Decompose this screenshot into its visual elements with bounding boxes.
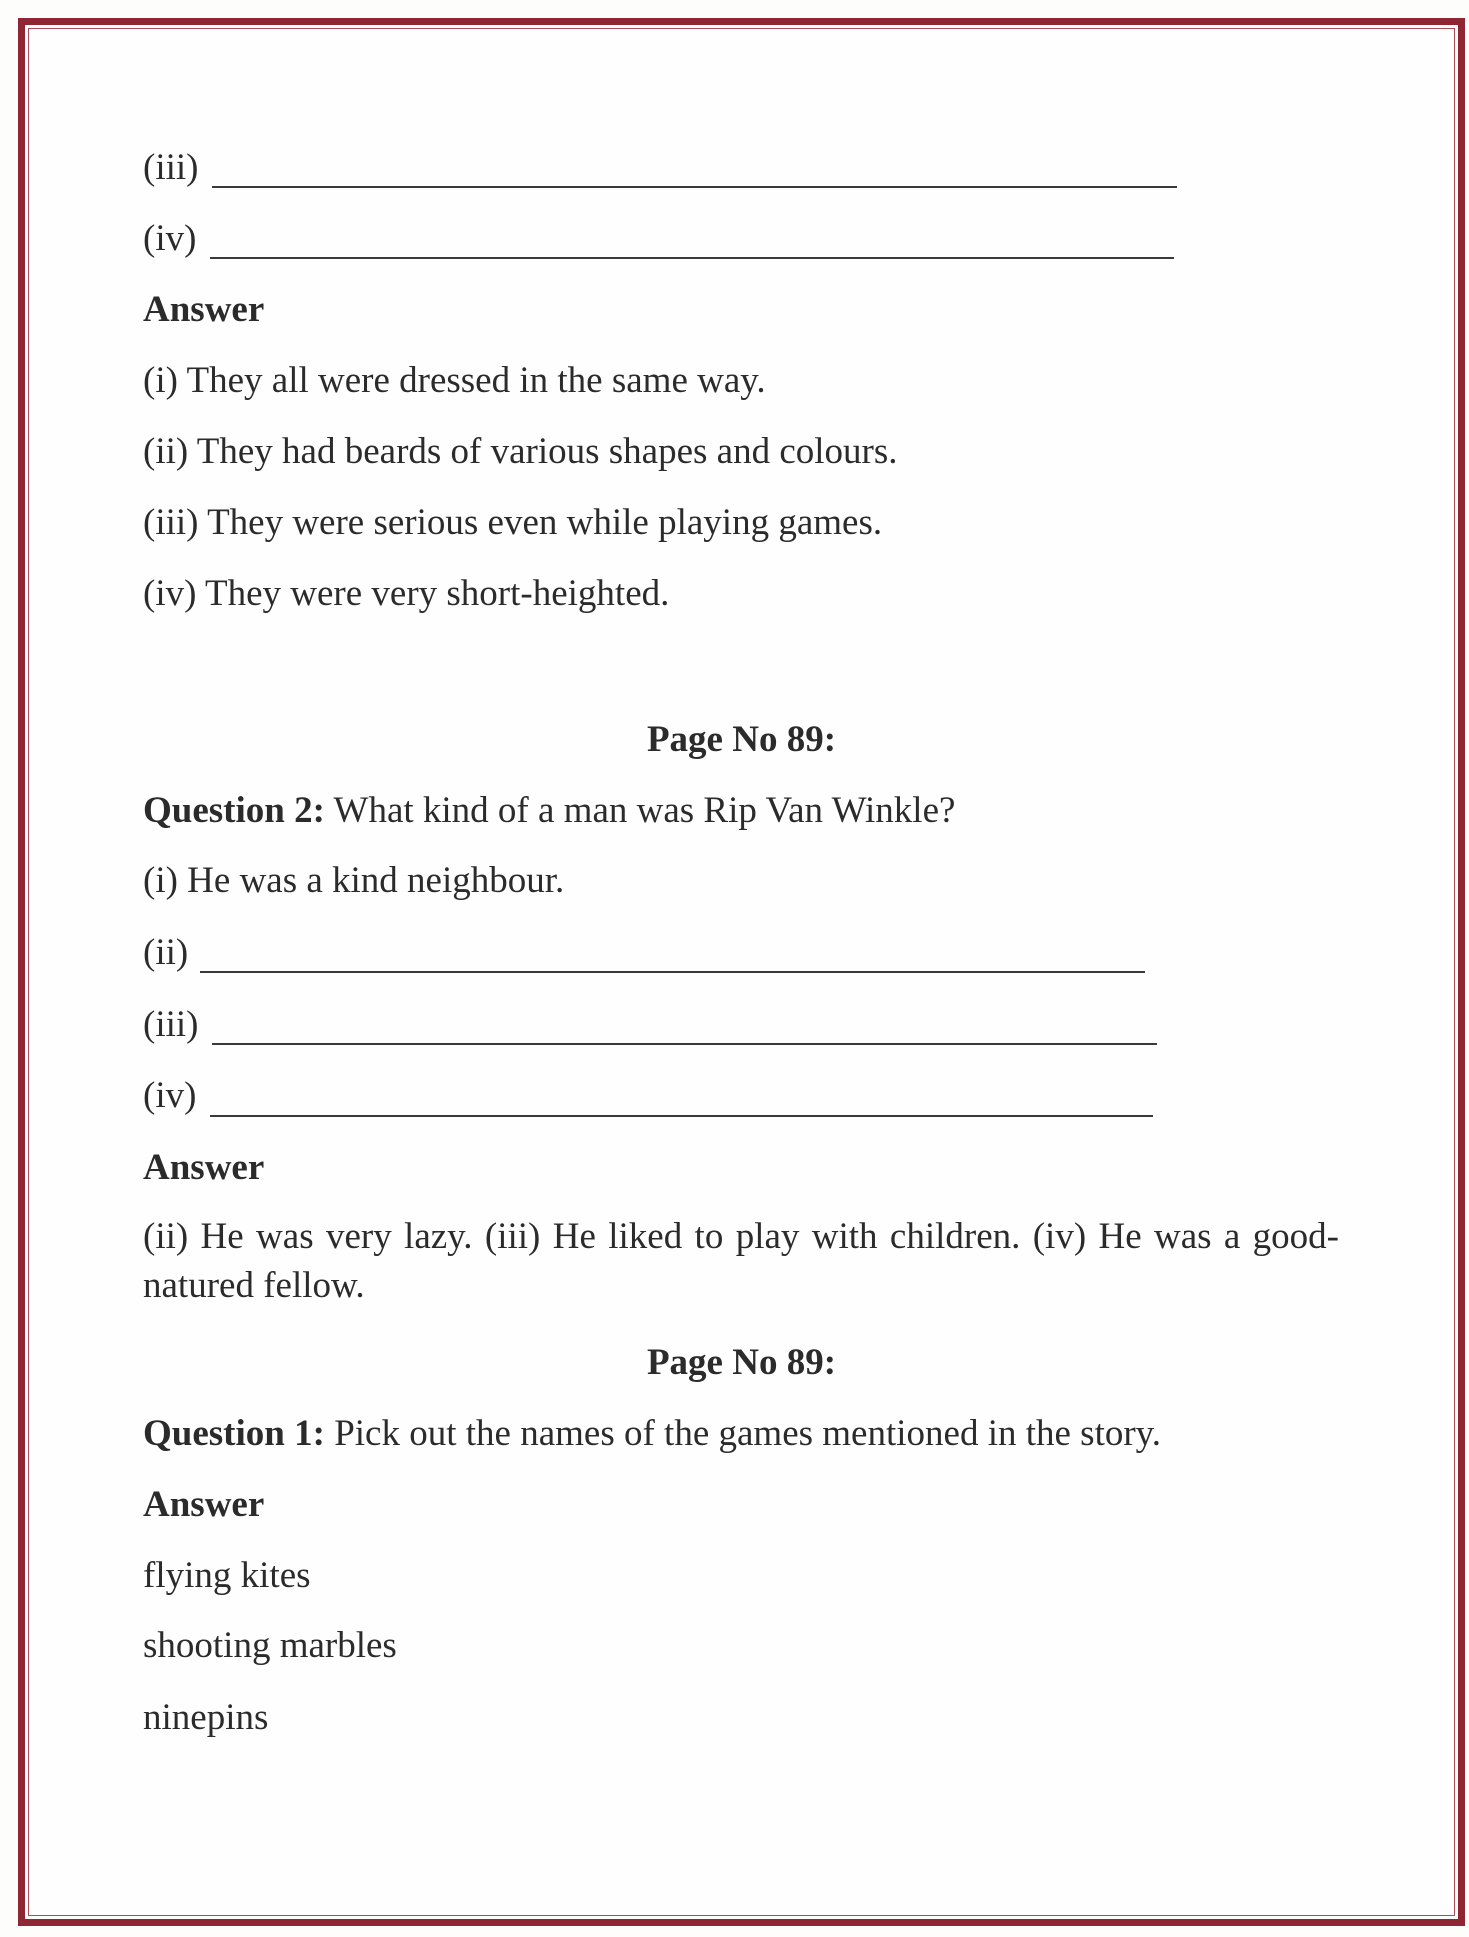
page-heading: Page No 89:	[646, 1342, 837, 1383]
given-item: (i) He was a kind neighbour.	[143, 860, 565, 901]
blank-answer-line	[212, 1043, 1157, 1045]
game-item: ninepins	[143, 1697, 269, 1738]
question-line	[143, 792, 955, 829]
blank-answer-line	[200, 971, 1145, 973]
answer-item: (i) They all were dressed in the same way.	[143, 360, 766, 401]
page-heading: Page No 89:	[646, 719, 837, 760]
blank-answer-line	[210, 1115, 1153, 1117]
answer-item: (ii) They had beards of various shapes and colours.	[143, 431, 898, 472]
question-label: Question 2:	[143, 790, 325, 831]
blank-item-label: (ii)	[143, 932, 189, 973]
question-text: What kind of a man was Rip Van Winkle?	[324, 790, 956, 831]
answer-paragraph: (ii) He was very lazy. (iii) He liked to play with children. (iv) He was a good-natured fellow.	[143, 1216, 1339, 1306]
answer-item: (iv) They were very short-heighted.	[143, 573, 670, 614]
game-item: shooting marbles	[143, 1625, 397, 1666]
answer-heading: Answer	[143, 1147, 265, 1188]
blank-item-label: (iii)	[143, 147, 199, 188]
blank-item-label: (iii)	[143, 1004, 199, 1045]
blank-item-label: (iv)	[143, 218, 197, 259]
answer-heading: Answer	[143, 1484, 265, 1525]
blank-answer-line	[212, 186, 1177, 188]
question-label: Question 1:	[143, 1413, 325, 1454]
question-text: Pick out the names of the games mentioned in the story.	[324, 1413, 1162, 1454]
blank-answer-line	[210, 257, 1174, 259]
question-line	[143, 1415, 1161, 1452]
blank-item-label: (iv)	[143, 1075, 197, 1116]
answer-item: (iii) They were serious even while playing games.	[143, 502, 883, 543]
answer-heading: Answer	[143, 289, 265, 330]
game-item: flying kites	[143, 1555, 311, 1596]
